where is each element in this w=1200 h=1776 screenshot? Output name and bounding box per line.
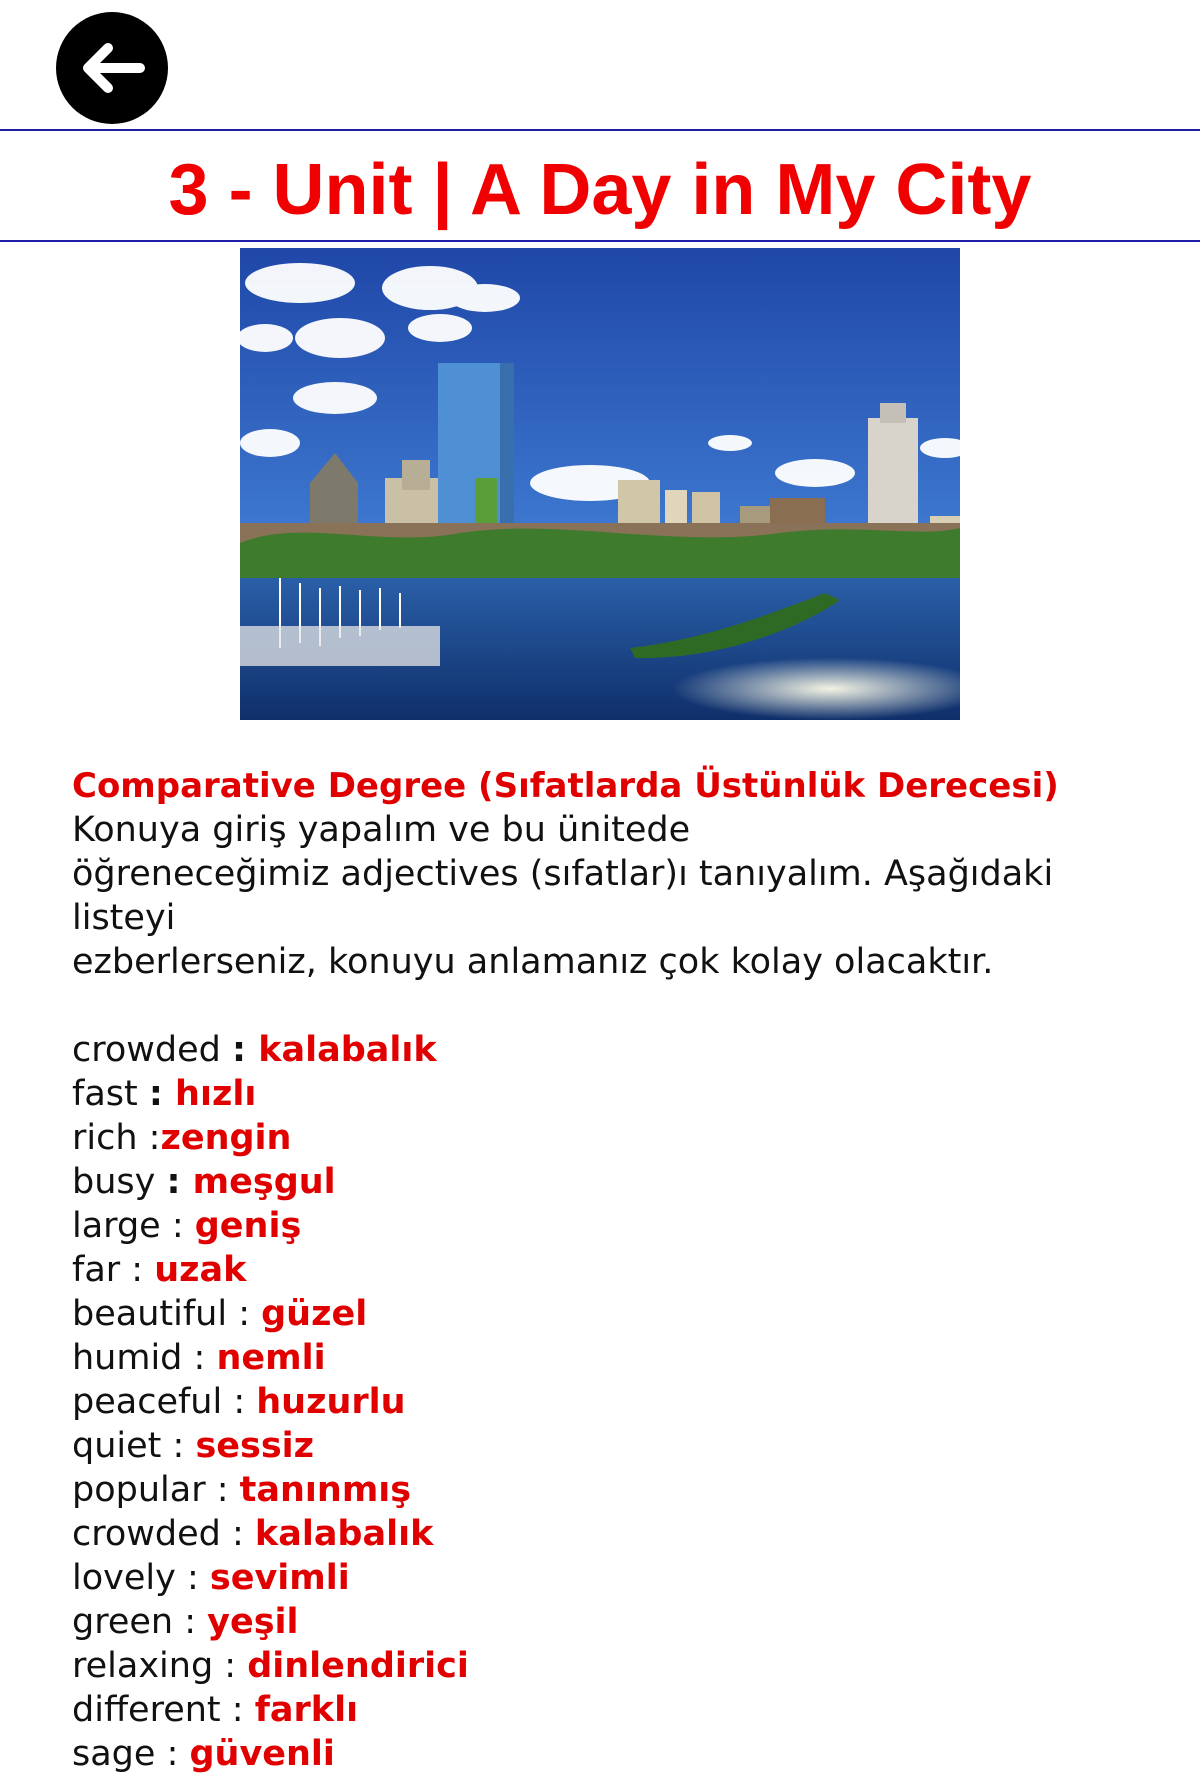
city-image [240, 248, 960, 720]
spacer [72, 984, 1152, 1028]
vocab-separator: : [232, 1030, 259, 1070]
arrow-left-icon [56, 12, 168, 124]
vocab-turkish: kalabalık [254, 1514, 434, 1554]
vocab-turkish: güvenli [189, 1734, 335, 1774]
vocab-english: crowded [72, 1514, 232, 1554]
vocab-item [72, 1644, 1152, 1688]
back-button[interactable] [56, 12, 168, 124]
vocab-separator: : [131, 1250, 155, 1290]
vocab-item [72, 1160, 1152, 1204]
vocab-turkish: sevimli [209, 1558, 350, 1598]
vocab-english: humid [72, 1338, 194, 1378]
vocab-separator: : [171, 1206, 195, 1246]
article-content [72, 764, 1152, 1776]
vocab-english: sage [72, 1734, 167, 1774]
vocab-english: rich [72, 1118, 149, 1158]
vocab-english: beautiful [72, 1294, 239, 1334]
vocab-separator: : [184, 1602, 208, 1642]
vocab-english: relaxing [72, 1646, 225, 1686]
vocab-item [72, 1424, 1152, 1468]
page-title: 3 - Unit | A Day in My City [168, 150, 1032, 230]
vocab-turkish: yeşil [207, 1602, 299, 1642]
section-heading: Comparative Degree (Sıfatlarda Üstünlük Derecesi) [72, 766, 1059, 806]
vocab-item [72, 1204, 1152, 1248]
vocab-item [72, 1248, 1152, 1292]
vocab-turkish: kalabalık [258, 1030, 437, 1070]
vocab-separator: : [148, 1118, 161, 1158]
vocab-turkish: nemli [216, 1338, 326, 1378]
vocab-item [72, 1600, 1152, 1644]
intro-line: ezberlerseniz, konuyu anlamanız çok kolay olacaktır. [72, 942, 994, 982]
vocab-item [72, 1116, 1152, 1160]
vocab-turkish: hızlı [175, 1074, 257, 1114]
vocab-item [72, 1072, 1152, 1116]
vocab-english: large [72, 1206, 172, 1246]
vocab-turkish: meşgul [192, 1162, 336, 1202]
vocab-item [72, 1732, 1152, 1776]
vocab-turkish: farklı [254, 1690, 359, 1730]
header-divider-top [0, 129, 1200, 131]
vocab-separator: : [238, 1294, 262, 1334]
vocab-item [72, 1512, 1152, 1556]
vocab-english: green [72, 1602, 185, 1642]
vocab-turkish: uzak [154, 1250, 247, 1290]
vocab-separator: : [216, 1470, 240, 1510]
vocab-turkish: geniş [194, 1206, 302, 1246]
vocab-item [72, 1336, 1152, 1380]
vocab-separator: : [224, 1646, 248, 1686]
vocab-item [72, 1468, 1152, 1512]
intro-paragraph [72, 808, 1152, 984]
vocab-turkish: güzel [261, 1294, 368, 1334]
vocab-separator: : [233, 1382, 257, 1422]
vocab-english: peaceful [72, 1382, 234, 1422]
vocab-item [72, 1028, 1152, 1072]
vocab-english: busy [72, 1162, 167, 1202]
top-bar [0, 0, 1200, 130]
vocab-english: fast [72, 1074, 149, 1114]
vocabulary-list [72, 1028, 1152, 1776]
vocab-turkish: zengin [160, 1118, 292, 1158]
vocab-english: popular [72, 1470, 217, 1510]
vocab-separator: : [166, 1734, 190, 1774]
vocab-english: quiet [72, 1426, 173, 1466]
vocab-item [72, 1556, 1152, 1600]
vocab-english: far [72, 1250, 132, 1290]
vocab-separator: : [148, 1074, 176, 1114]
vocab-separator: : [186, 1558, 210, 1598]
vocab-separator: : [172, 1426, 196, 1466]
vocab-english: different [72, 1690, 232, 1730]
vocab-turkish: sessiz [195, 1426, 315, 1466]
vocab-english: lovely [72, 1558, 187, 1598]
vocab-separator: : [166, 1162, 193, 1202]
vocab-turkish: huzurlu [256, 1382, 406, 1422]
vocab-separator: : [231, 1690, 255, 1730]
vocab-separator: : [232, 1514, 255, 1554]
vocab-item [72, 1292, 1152, 1336]
vocab-turkish: dinlendirici [247, 1646, 469, 1686]
vocab-item [72, 1380, 1152, 1424]
intro-line: öğreneceğimiz adjectives (sıfatlar)ı tanıyalım. Aşağıdaki listeyi [72, 854, 1054, 938]
vocab-item [72, 1688, 1152, 1732]
intro-line: Konuya giriş yapalım ve bu ünitede [72, 810, 691, 850]
vocab-separator: : [193, 1338, 217, 1378]
header-divider-bottom [0, 240, 1200, 242]
vocab-english: crowded [72, 1030, 232, 1070]
vocab-turkish: tanınmış [239, 1470, 412, 1510]
